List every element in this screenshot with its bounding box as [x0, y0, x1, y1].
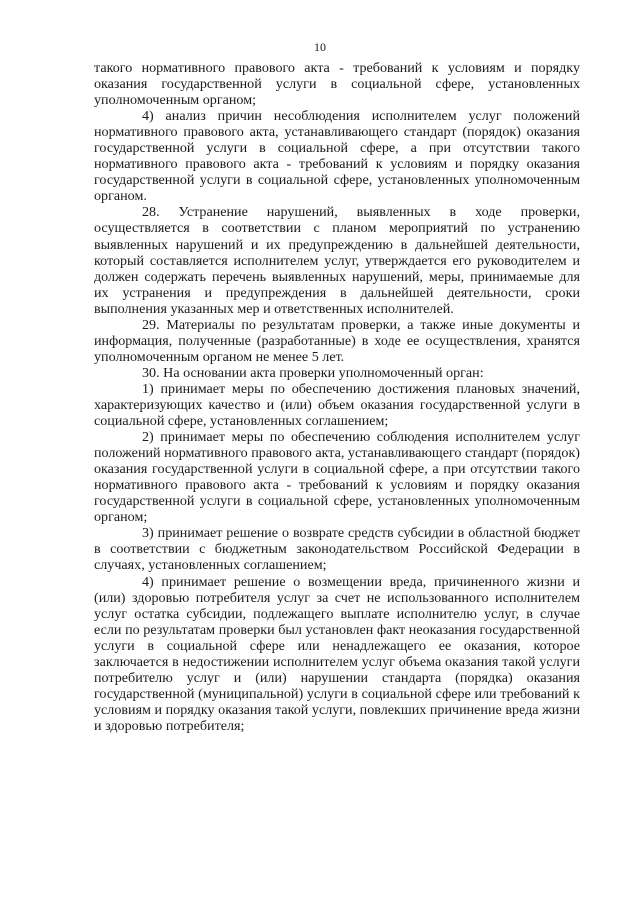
- paragraph-29: 29. Материалы по результатам проверки, а также иные документы и информация, полученные (разработанные) в ходе ее осуществления, хранятся уполномоченным органом не менее 5 лет.: [94, 316, 580, 365]
- paragraph-30-item-4: 4) принимает решение о возмещении вреда, причиненного жизни и (или) здоровью потребителя услуг за счет не использованного исполнителем услуг остатка субсидии, подлежащего выплате исполнителю услуг, в случае если по результатам проверки был установлен факт неоказания государственной услуги в социальной сфере или ненадлежащего ее оказания, которое заключается в недостижении исполнителем услуг объема оказания такой услуги потребителю услуг и (или) нарушении стандарта (порядка) оказания государственной (муниципальной) услуги в социальной сфере или требований к условиям и порядку оказания такой услуги, повлекших причинение вреда жизни и здоровью потребителя;: [94, 573, 580, 734]
- page-number: 10: [314, 40, 326, 54]
- paragraph-30-item-1: 1) принимает меры по обеспечению достижения плановых значений, характеризующих качество и (или) объем оказания государственной услуги в социальной сфере, установленных соглашением;: [94, 380, 580, 430]
- paragraph-continuation: такого нормативного правового акта - требований к условиям и порядку оказания государственной услуги в социальной сфере, установленных уполномоченным органом;: [94, 60, 580, 109]
- paragraph-30: 30. На основании акта проверки уполномоченный орган:: [142, 364, 484, 381]
- paragraph-item-4-analysis: 4) анализ причин несоблюдения исполнителем услуг положений нормативного правового акта, устанавливающего стандарт (порядок) оказания государственной услуги в социальной сфере, а при отсутствии такого нормативного правового акта - требований к условиям и порядку оказания государственной услуги в социальной сфере, установленных уполномоченным органом.: [94, 108, 580, 205]
- paragraph-30-item-2: 2) принимает меры по обеспечению соблюдения исполнителем услуг положений нормативного правового акта, устанавливающего стандарт (порядок) оказания государственной услуги в социальной сфере, а при отсутствии такого нормативного правового акта - требований к условиям и порядку оказания государственной услуги в социальной сфере, установленных уполномоченным органом;: [94, 429, 580, 526]
- document-body: [94, 60, 580, 734]
- paragraph-28: 28. Устранение нарушений, выявленных в ходе проверки, осуществляется в соответствии с планом мероприятий по устранению выявленных нарушений и их предупреждению в дальнейшей деятельности, который составляется исполнителем услуг, утверждается его руководителем и должен содержать перечень выявленных нарушений, меры, принимаемые для их устранения и предупреждения в дальнейшей деятельности, сроки выполнения указанных мер и ответственных исполнителей.: [94, 204, 580, 317]
- paragraph-30-item-3: 3) принимает решение о возврате средств субсидии в областной бюджет в соответствии с бюджетным законодательством Российской Федерации в случаях, установленных соглашением;: [94, 525, 580, 574]
